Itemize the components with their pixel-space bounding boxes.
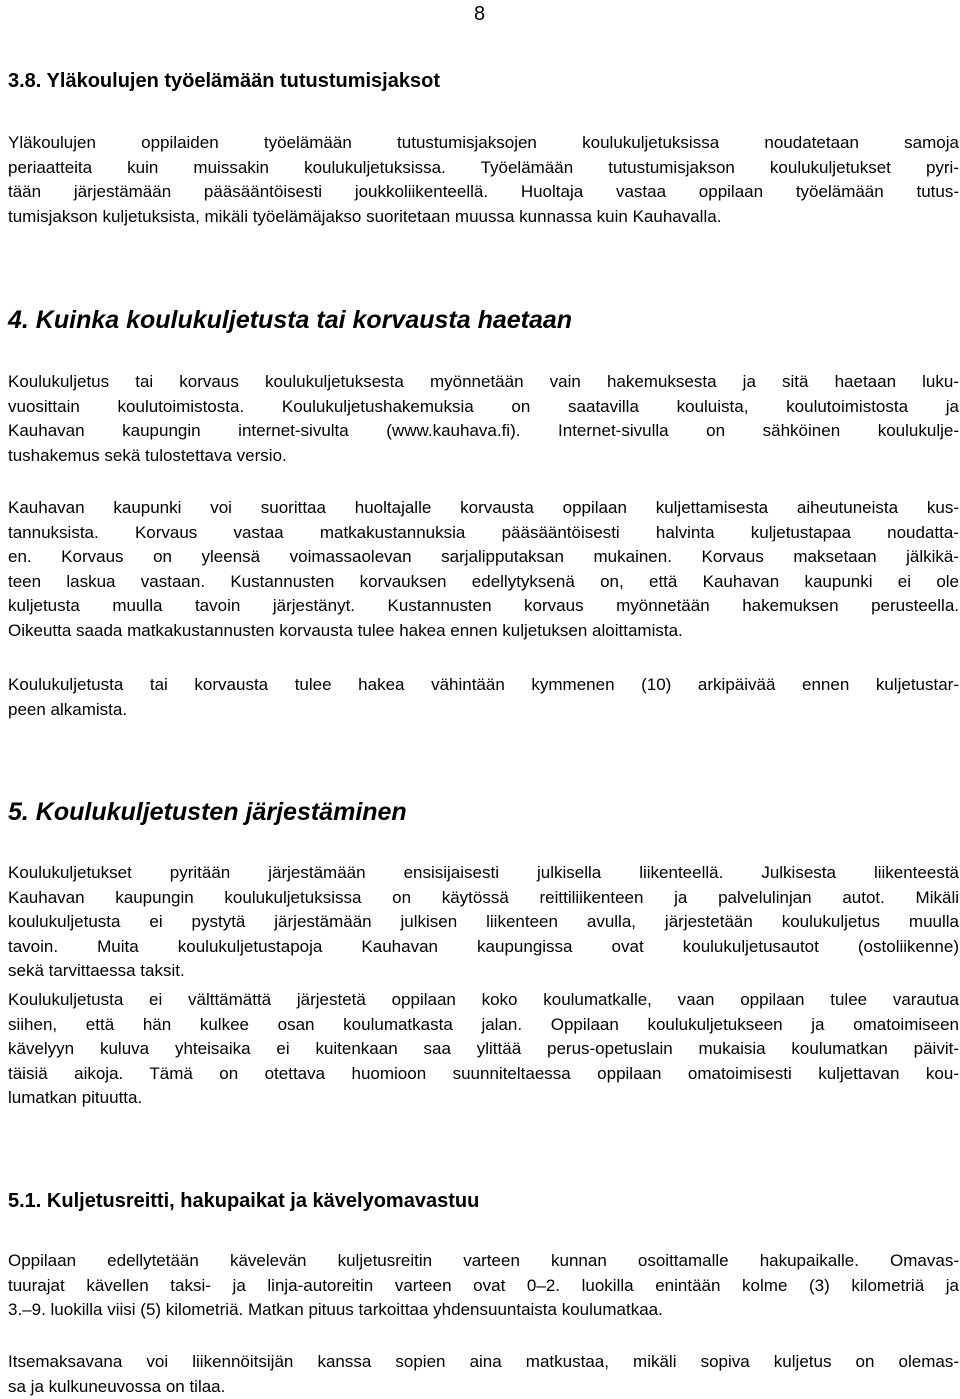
text-line: Koulukuljetukset pyritään järjestämään ensisijaisesti julkisella liikenteellä. Julkisesta liikenteestä [8,861,959,886]
text-line: kävelyyn kuluva yhteisaika ei kuitenkaan saa ylittää perus-opetuslain mukaisia koulumatkan päivit- [8,1037,959,1062]
text-line: teen laskua vastaan. Kustannusten korvauksen edellytyksenä on, että Kauhavan kaupunki ei ole [8,570,959,595]
text-line: tushakemus sekä tulostettava versio. [8,444,959,469]
text-line: täisiä aikoja. Tämä on otettava huomioon suunniteltaessa oppilaan omatoimisesti kuljettavan kou- [8,1062,959,1087]
text-line: vuosittain koulutoimistosta. Koulukuljetushakemuksia on saatavilla kouluista, koulutoimistosta ja [8,395,959,420]
page-number: 8 [474,2,485,26]
text-line: Kauhavan kaupungin internet-sivulta (www.kauhava.fi). Internet-sivulla on sähköinen koulukulje- [8,419,959,444]
text-line: Oppilaan edellytetään kävelevän kuljetusreitin varteen kunnan osoittamalle hakupaikalle. Omavas- [8,1249,959,1274]
section-3-8-heading: 3.8. Yläkoulujen työelämään tutustumisjaksot [8,69,440,93]
text-line: Kauhavan kaupungin koulukuljetuksissa on käytössä reittiliikenteen ja palvelulinjan autot. Mikäli [8,886,959,911]
section-5-paragraph-2 [8,988,959,1111]
text-line: koulukuljetusta ei pystytä järjestämään julkisen liikenteen avulla, järjestetään koulukuljetus muulla [8,910,959,935]
section-5-heading: 5. Koulukuljetusten järjestäminen [8,797,407,827]
text-line: siihen, että hän kulkee osan koulumatkasta jalan. Oppilaan koulukuljetukseen ja omatoimiseen [8,1013,959,1038]
text-line: tavoin. Muita koulukuljetustapoja Kauhavan kaupungissa ovat koulukuljetusautot (ostoliikenne) [8,935,959,960]
section-4-paragraph-1 [8,370,959,468]
text-line: tannuksista. Korvaus vastaa matkakustannuksia pääsääntöisesti halvinta kuljetustapaa noudatta- [8,521,959,546]
text-line: en. Korvaus on yleensä voimassaolevan sarjalipputaksan mukainen. Korvaus maksetaan jälkikä- [8,545,959,570]
text-line: Itsemaksavana voi liikennöitsijän kanssa sopien aina matkustaa, mikäli sopiva kuljetus on olemas- [8,1350,959,1375]
text-line: tumisjakson kuljetuksista, mikäli työelämäjakso suoritetaan muussa kunnassa kuin Kauhavalla. [8,205,959,230]
text-line: tuurajat kävellen taksi- ja linja-autoreitin varteen ovat 0–2. luokilla enintään kolme (3) kilometriä ja [8,1274,959,1299]
text-line: kuljetusta muulla tavoin järjestänyt. Kustannusten korvaus myönnetään hakemuksen perusteella. [8,594,959,619]
text-line: Koulukuljetusta ei välttämättä järjestetä oppilaan koko koulumatkalle, vaan oppilaan tulee varautua [8,988,959,1013]
text-line: tään järjestämään pääsääntöisesti joukkoliikenteellä. Huoltaja vastaa oppilaan työelämään tutus- [8,180,959,205]
text-line: sekä tarvittaessa taksit. [8,959,959,984]
text-line: 3.–9. luokilla viisi (5) kilometriä. Matkan pituus tarkoittaa yhdensuuntaista koulumatkaa. [8,1298,959,1323]
text-line: Koulukuljetusta tai korvausta tulee hakea vähintään kymmenen (10) arkipäivää ennen kuljetustar- [8,673,959,698]
text-line: Oikeutta saada matkakustannusten korvausta tulee hakea ennen kuljetuksen aloittamista. [8,619,959,644]
section-4-heading: 4. Kuinka koulukuljetusta tai korvausta haetaan [8,305,572,335]
section-3-8-paragraph-1 [8,131,959,229]
section-4-paragraph-3 [8,673,959,722]
section-5-1-paragraph-2 [8,1350,959,1399]
section-5-1-heading: 5.1. Kuljetusreitti, hakupaikat ja kävelyomavastuu [8,1189,479,1213]
text-line: periaatteita kuin muissakin koulukuljetuksissa. Työelämään tutustumisjakson koulukuljetukset pyri- [8,156,959,181]
section-4-paragraph-2 [8,496,959,643]
section-5-paragraph-1 [8,861,959,984]
text-line: peen alkamista. [8,698,959,723]
section-5-1-paragraph-1 [8,1249,959,1323]
text-line: Yläkoulujen oppilaiden työelämään tutustumisjaksojen koulukuljetuksissa noudatetaan samoja [8,131,959,156]
text-line: lumatkan pituutta. [8,1086,959,1111]
text-line: Koulukuljetus tai korvaus koulukuljetuksesta myönnetään vain hakemuksesta ja sitä haetaan luku- [8,370,959,395]
text-line: sa ja kulkuneuvossa on tilaa. [8,1375,959,1399]
text-line: Kauhavan kaupunki voi suorittaa huoltajalle korvausta oppilaan kuljettamisesta aiheutuneista kus- [8,496,959,521]
